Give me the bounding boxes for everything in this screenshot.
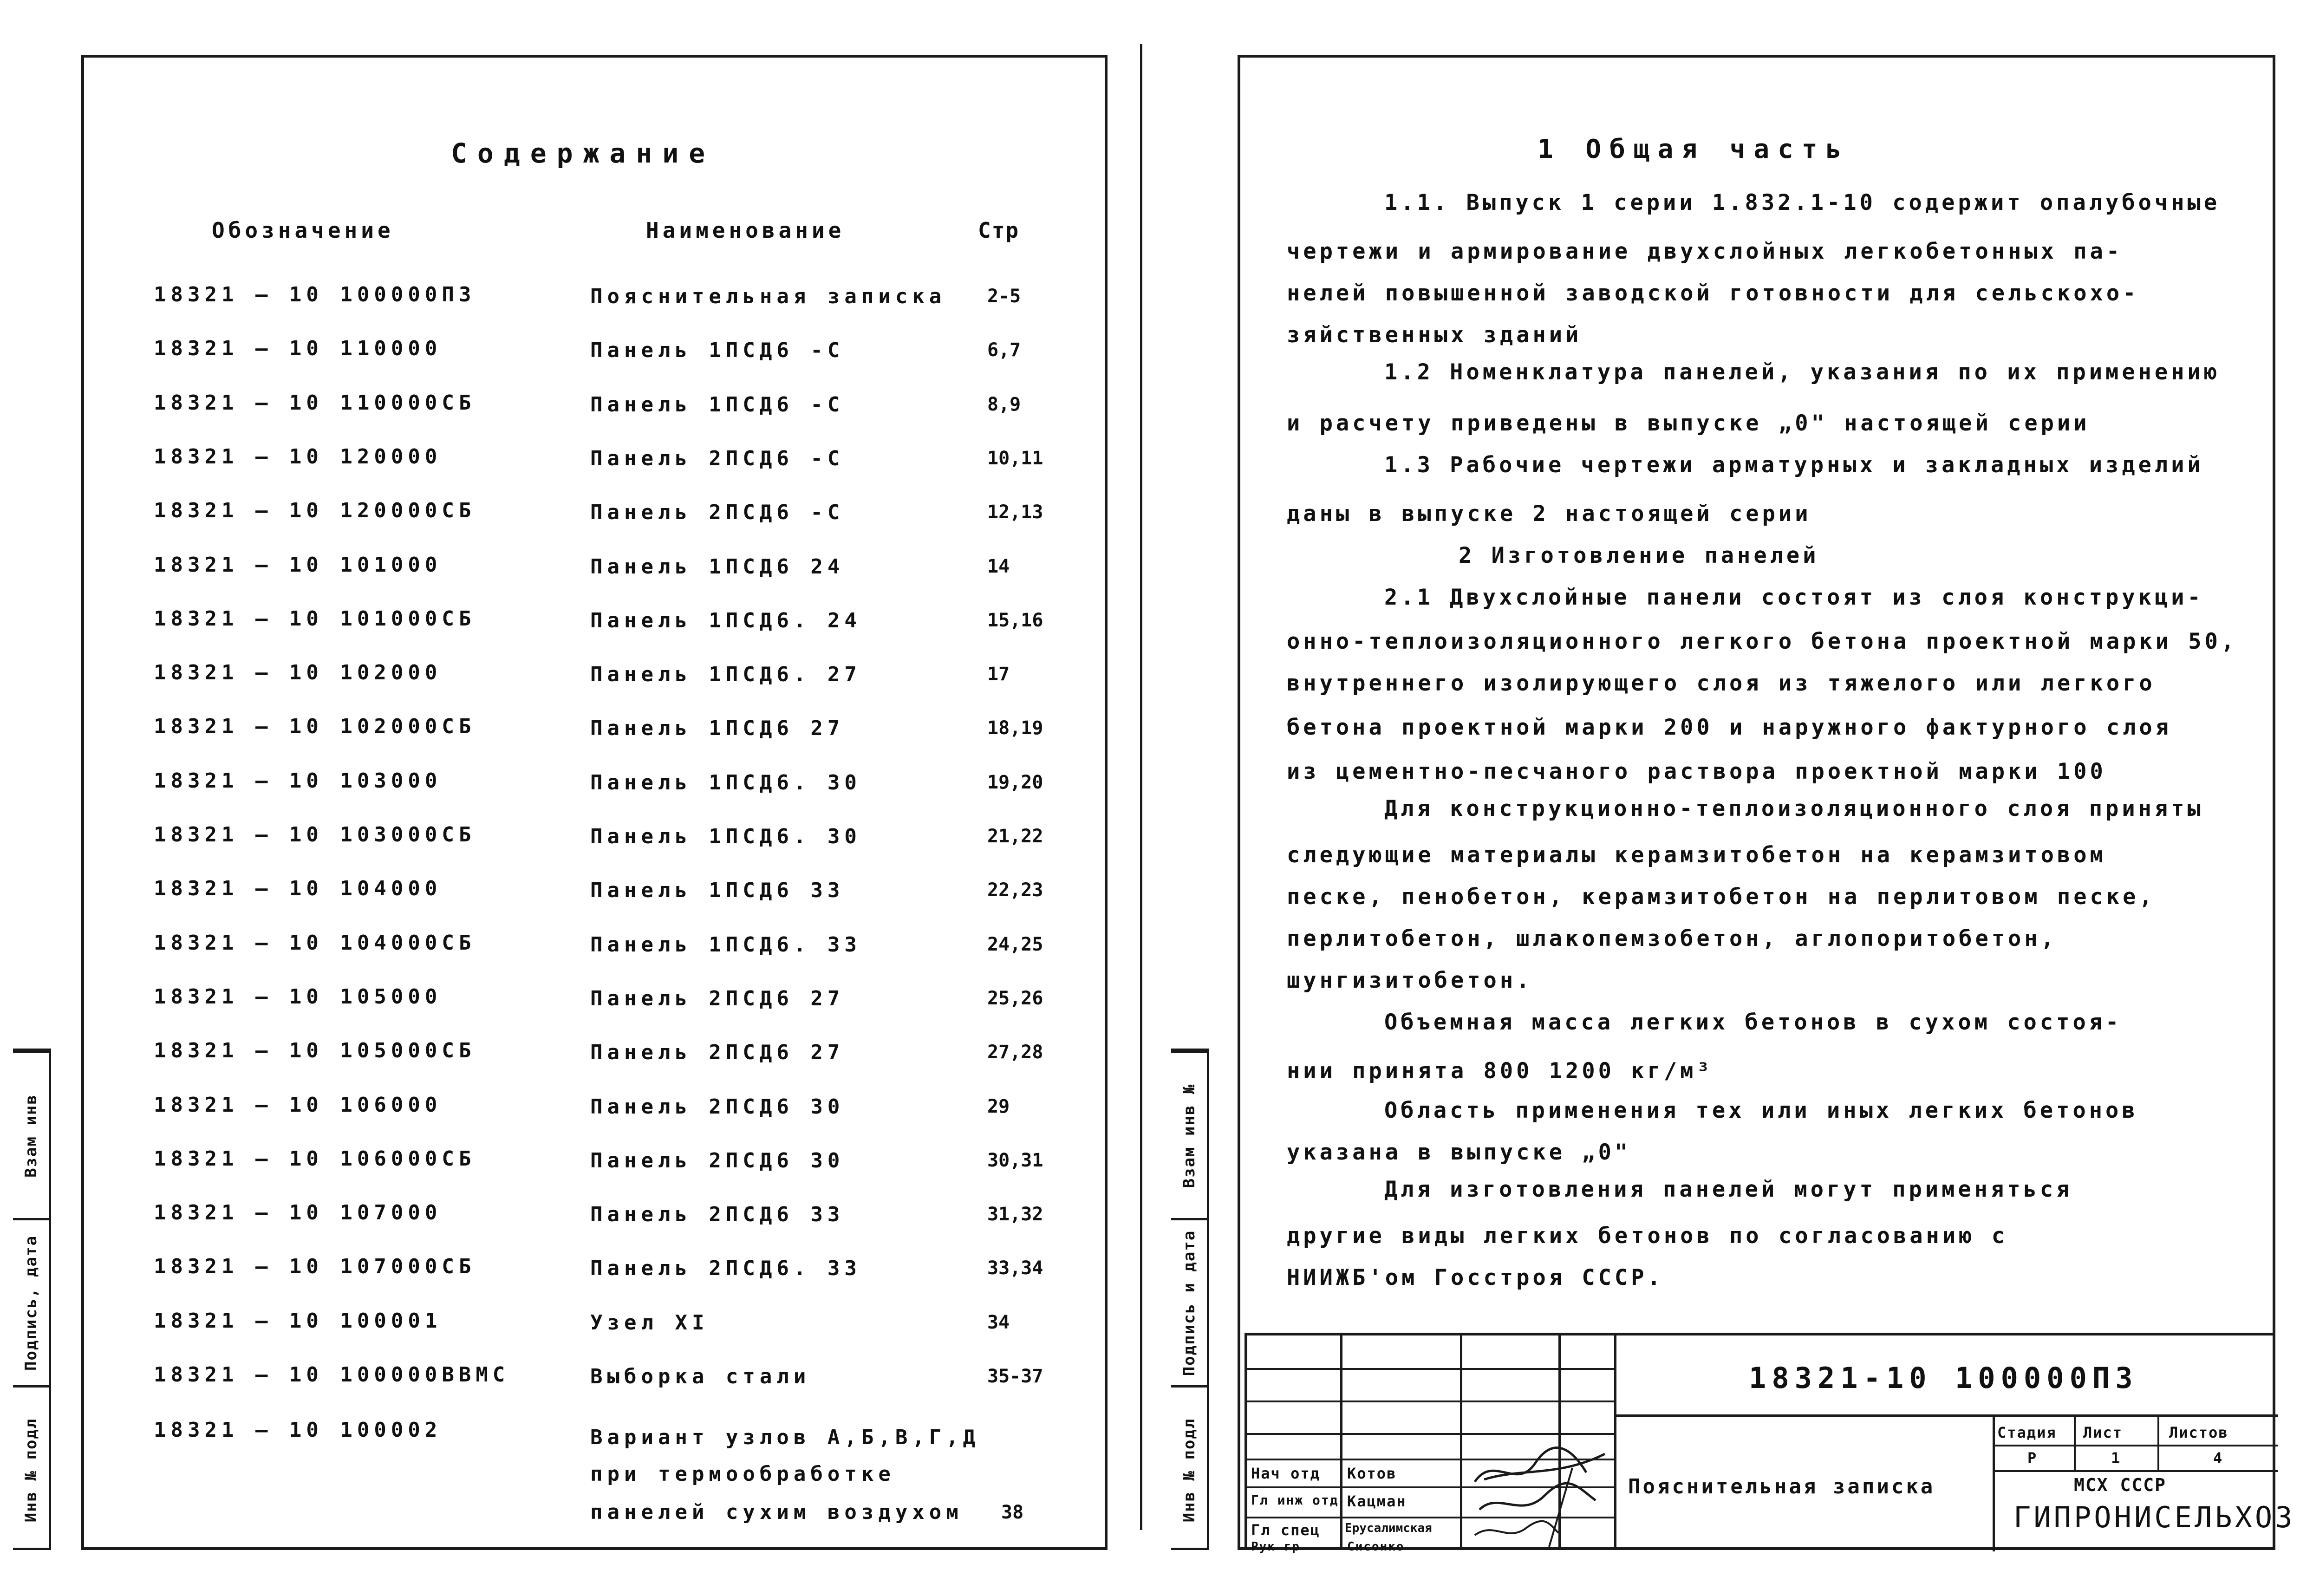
contents-name: Панель 2ПСД6 -С [590,501,845,524]
contents-name: Панель 1ПСД6 33 [590,879,845,902]
strip-cell [1171,1218,1207,1385]
note-line: Для изготовления панелей могут применяться [1384,1177,2073,1202]
signatures [1466,1435,1619,1551]
grid-line [1993,1445,2278,1446]
contents-name: Панель 1ПСД6. 27 [590,663,861,686]
contents-code: 18321 — 10 100002 [154,1418,442,1442]
designation-header: Обозначение [212,218,394,243]
explanatory-note-sheet [1238,55,2275,1550]
strip-label: Инв № подл [1179,1418,1199,1522]
contents-page: 14 [987,556,1010,577]
sheet-divider [1140,44,1142,1530]
contents-code: 18321 — 10 107000 [154,1201,442,1225]
grid-line [1247,1433,1616,1435]
contents-name: Панель 2ПСД6 33 [590,1203,845,1226]
contents-code: 18321 — 10 106000 [154,1093,442,1117]
contents-code: 18321 — 10 107000СБ [154,1255,476,1278]
title-block [1244,1333,2295,1554]
contents-code: 18321 — 10 102000 [154,661,442,684]
note-line: внутреннего изолирующего слоя из тяжелого или легкого [1287,671,2156,696]
contents-name: Панель 2ПСД6. 33 [590,1257,861,1280]
grid-line [1247,1368,1616,1370]
note-line: 1.3 Рабочие чертежи арматурных и закладных изделий [1384,452,2204,478]
contents-page: 35-37 [987,1366,1043,1387]
note-line: НИИЖБ'ом Госстроя СССР. [1287,1265,1664,1290]
ministry: МСХ СССР [2074,1475,2167,1495]
contents-sheet [81,55,1108,1550]
contents-page: 12,13 [987,502,1043,523]
strip-cell [13,1218,49,1385]
person-name: Ерусалимская [1345,1521,1432,1535]
strip-label: Взам инв № [1179,1083,1199,1188]
person-name: Сисонко [1347,1540,1405,1554]
note-line: другие виды легких бетонов по согласованию с [1287,1223,2008,1249]
contents-page: 2-5 [987,286,1021,307]
note-line: нелей повышенной заводской готовности для сельскохо- [1287,280,2139,306]
contents-code: 18321 — 10 106000СБ [154,1147,476,1171]
contents-name-line: Вариант узлов А,Б,В,Г,Д [590,1426,980,1449]
stage-value: Р [2027,1449,2038,1467]
document-title: Пояснительная записка [1628,1475,1935,1498]
contents-page: 6,7 [987,339,1021,361]
approval-strip [1171,1049,1209,1550]
contents-page: 17 [987,664,1010,685]
contents-page: 31,32 [987,1204,1043,1225]
note-line: Для конструкционно-теплоизоляционного слоя приняты [1384,796,2204,821]
contents-code: 18321 — 10 100000ПЗ [154,283,476,306]
strip-label: Инв № подл [21,1418,40,1522]
strip-label: Подпись и дата [1179,1230,1199,1376]
contents-code: 18321 — 10 101000 [154,553,442,577]
contents-code: 18321 — 10 103000 [154,769,442,793]
note-line: Область применения тех или иных легких бетонов [1384,1098,2138,1123]
note-line: зяйственных зданий [1287,322,1582,348]
contents-code: 18321 — 10 105000 [154,985,442,1009]
grid-line [1247,1401,1616,1402]
contents-page: 21,22 [987,826,1043,847]
contents-name: Панель 2ПСД6 30 [590,1095,845,1119]
note-line: 1.2 Номенклатура панелей, указания по их применению [1384,359,2221,385]
contents-name: Панель 2ПСД6 27 [590,987,845,1010]
contents-page: 29 [987,1096,1010,1117]
contents-name: Выборка стали [590,1365,811,1388]
contents-code: 18321 — 10 120000 [154,445,442,469]
approval-strip [13,1049,51,1550]
grid-line [2157,1417,2159,1472]
contents-page: 10,11 [987,448,1043,469]
name-header: Наименование [646,218,845,243]
contents-name: Панель 2ПСД6 27 [590,1041,845,1064]
contents-name: Панель 1ПСД6. 24 [590,609,861,632]
note-line: из цементно-песчаного раствора проектной марки 100 [1287,759,2106,784]
contents-name: Панель 1ПСД6 -С [590,393,845,417]
note-line: перлитобетон, шлакопемзобетон, аглопоритобетон, [1287,926,2057,951]
contents-code: 18321 — 10 110000 [154,337,442,360]
stage-label: Стадия [1997,1424,2057,1441]
contents-page: 30,31 [987,1150,1043,1171]
note-line: бетона проектной марки 200 и наружного фактурного слоя [1287,715,2172,740]
contents-code: 18321 — 10 102000СБ [154,715,476,738]
contents-name: Панель 1ПСД6. 30 [590,825,861,848]
contents-page: 34 [987,1312,1010,1333]
note-line: даны в выпуске 2 настоящей серии [1287,501,1811,527]
sheets-label: Листов [2169,1424,2228,1441]
strip-cell [13,1051,49,1218]
strip-cell [1171,1051,1207,1218]
document-code: 18321-10 100000ПЗ [1749,1361,2138,1395]
contents-code: 18321 — 10 103000СБ [154,823,476,847]
contents-code: 18321 — 10 104000СБ [154,931,476,955]
contents-page: 24,25 [987,934,1043,955]
contents-code: 18321 — 10 100001 [154,1309,442,1333]
strip-label: Подпись, дата [21,1235,40,1371]
page-header: Стр [978,218,1020,243]
person-name: Кацман [1347,1492,1407,1510]
contents-name: Панель 2ПСД6 30 [590,1149,845,1173]
contents-name: Панель 2ПСД6 -С [590,447,845,470]
note-line: нии принята 800 1200 кг/м³ [1287,1058,1713,1084]
role-label: Гл инж отд [1251,1492,1339,1508]
grid-line [1993,1417,1995,1551]
note-line: онно-теплоизоляционного легкого бетона проектной марки 50, [1287,629,2238,654]
contents-page: 25,26 [987,988,1043,1009]
organization: ГИПРОНИСЕЛЬХОЗ [2013,1500,2295,1534]
contents-name: Панель 1ПСД6. 33 [590,933,861,957]
contents-name-line: при термообработке [590,1462,895,1486]
strip-label: Взам инв [21,1094,40,1178]
contents-page: 33,34 [987,1257,1043,1279]
sheet-label: Лист [2083,1424,2123,1441]
contents-page: 38 [1001,1502,1024,1523]
note-line: песке, пенобетон, керамзитобетон на перлитовом песке, [1287,884,2156,910]
grid-line [2074,1417,2076,1472]
contents-name: Панель 1ПСД6 -С [590,339,845,362]
note-line: шунгизитобетон. [1287,968,1533,993]
contents-name-line: панелей сухим воздухом [590,1500,963,1524]
person-name: Котов [1347,1465,1397,1482]
sheet-value: 1 [2111,1449,2121,1467]
sheets-value: 4 [2213,1449,2223,1467]
contents-code: 18321 — 10 101000СБ [154,607,476,631]
grid-line [1614,1414,2278,1417]
contents-code: 18321 — 10 110000СБ [154,391,476,415]
contents-page: 27,28 [987,1042,1043,1063]
contents-code: 18321 — 10 120000СБ [154,499,476,522]
strip-cell [1171,1385,1207,1552]
contents-page: 18,19 [987,717,1043,739]
strip-cell [13,1385,49,1552]
note-line: 1.1. Выпуск 1 серии 1.832.1-10 содержит опалубочные [1384,190,2221,215]
contents-name: Панель 1ПСД6 24 [590,555,845,579]
note-line: чертежи и армирование двухслойных легкобетонных па- [1287,239,2123,264]
contents-page: 15,16 [987,610,1043,631]
grid-line [1460,1335,1462,1547]
note-line: Объемная масса легких бетонов в сухом состоя- [1384,1010,2122,1035]
contents-name: Панель 1ПСД6. 30 [590,771,861,795]
contents-name: Панель 1ПСД6 27 [590,717,845,740]
contents-page: 8,9 [987,394,1021,415]
note-line: следующие материалы керамзитобетон на керамзитовом [1287,842,2106,868]
contents-page: 19,20 [987,772,1043,793]
section-heading: 1 Общая часть [1538,134,1850,164]
contents-code: 18321 — 10 104000 [154,877,442,900]
contents-code: 18321 — 10 105000СБ [154,1039,476,1062]
note-line: и расчету приведены в выпуске „0" настоящей серии [1287,410,2090,436]
contents-title: Содержание [451,137,716,169]
grid-line [1993,1470,2278,1472]
contents-name: Пояснительная записка [590,285,946,308]
contents-page: 22,23 [987,879,1043,901]
role-label: Рук гр [1251,1540,1300,1554]
grid-line [1340,1335,1342,1547]
note-line: указана в выпуске „0" [1287,1140,1631,1165]
role-label: Нач отд [1251,1465,1320,1482]
contents-code: 18321 — 10 100000ВВМС [154,1363,510,1387]
role-label: Гл спец [1251,1521,1320,1539]
contents-name: Узел XI [590,1311,709,1335]
note-line: 2.1 Двухслойные панели состоят из слоя конструкци- [1384,585,2204,610]
section-heading: 2 Изготовление панелей [1459,543,1819,568]
